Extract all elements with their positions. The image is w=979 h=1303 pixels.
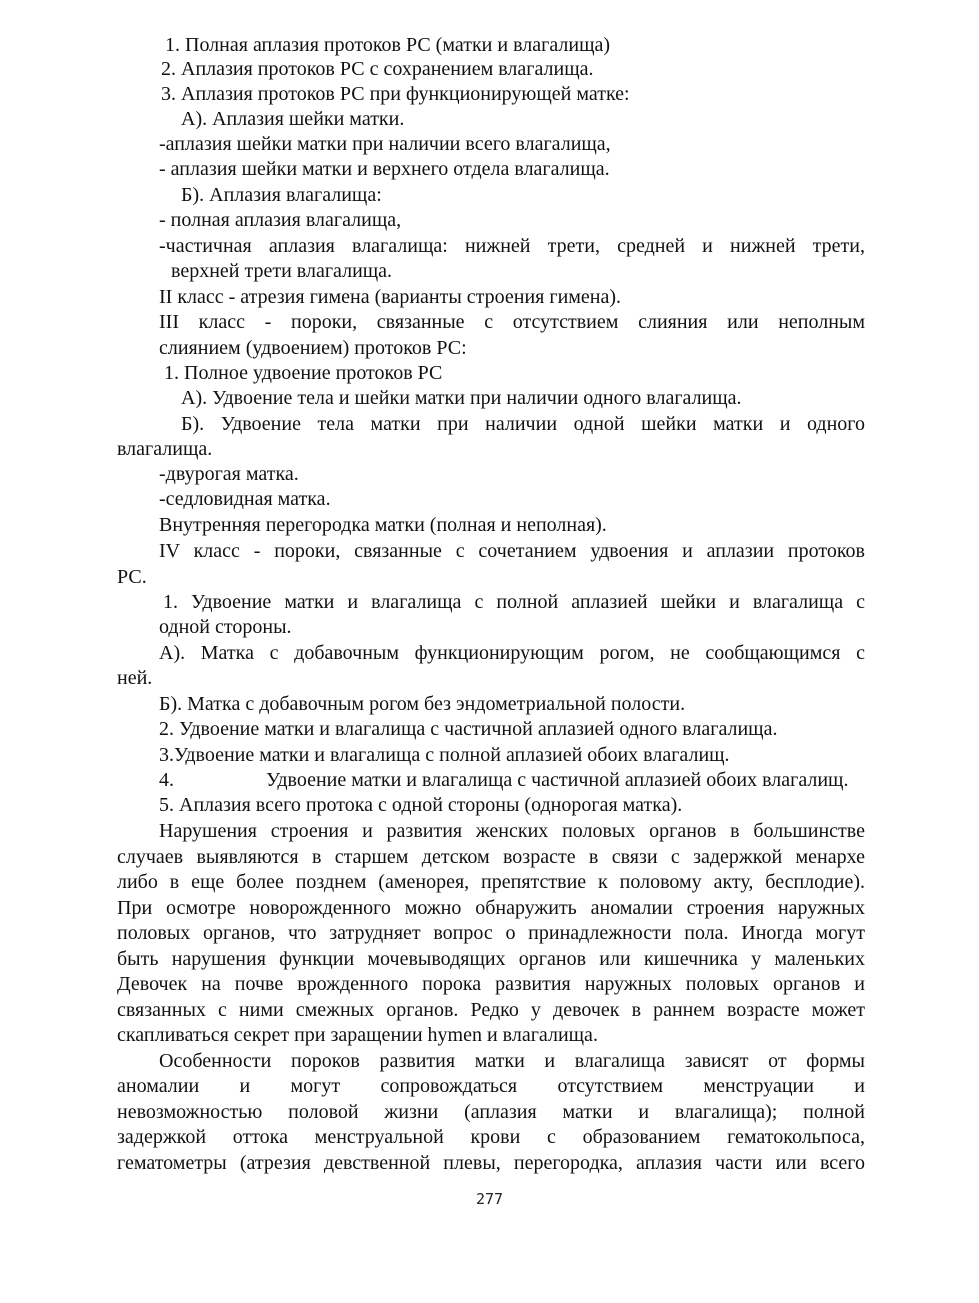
text-line: либо в еще более позднем (аменорея, препятствие к половому акту, бесплодие).	[117, 871, 865, 893]
text-line: III класс - пороки, связанные с отсутствием слияния или неполным	[159, 311, 865, 333]
text-line: ней.	[117, 667, 153, 689]
text-line: -седловидная матка.	[159, 488, 331, 510]
text-line: А). Аплазия шейки матки.	[181, 108, 405, 130]
text-line: Девочек на почве врожденного порока развития наружных половых органов и	[117, 973, 865, 995]
text-line: половых органов, что затрудняет вопрос о принадлежности пола. Иногда могут	[117, 922, 865, 944]
text-line: невозможностью половой жизни (аплазия матки и влагалища); полной	[117, 1101, 865, 1123]
text-line: -частичная аплазия влагалища: нижней трети, средней и нижней трети,	[159, 235, 865, 257]
text-line: - аплазия шейки матки и верхнего отдела влагалища.	[159, 158, 610, 180]
text-line: слиянием (удвоением) протоков РС:	[159, 337, 467, 359]
text-line: 3. Аплазия протоков РС при функционирующей матке:	[161, 83, 630, 105]
text-line: 1. Полное удвоение протоков РС	[164, 362, 443, 384]
text-line: Внутренняя перегородка матки (полная и неполная).	[159, 514, 607, 536]
text-line: РС.	[117, 566, 147, 588]
text-line: - полная аплазия влагалища,	[159, 209, 402, 231]
text-line: Б). Матка с добавочным рогом без эндометриальной полости.	[159, 693, 686, 715]
text-line: Б). Удвоение тела матки при наличии одной шейки матки и одного	[181, 413, 865, 435]
text-line: Б). Аплазия влагалища:	[181, 184, 382, 206]
text-line: II класс - атрезия гимена (варианты строения гимена).	[159, 286, 622, 308]
page-number: 277	[475, 1190, 504, 1208]
text-line: 1. Полная аплазия протоков РС (матки и влагалища)	[165, 34, 610, 56]
text-line: Удвоение матки и влагалища с частичной аплазией обоих влагалищ.	[266, 769, 849, 791]
text-line: верхней трети влагалища.	[171, 260, 393, 282]
text-line: 4.	[159, 769, 174, 791]
text-line: случаев выявляются в старшем детском возрасте в связи с задержкой менархе	[117, 846, 865, 868]
text-line: быть нарушения функции мочевыводящих органов или кишечника у маленьких	[117, 948, 865, 970]
text-line: -двурогая матка.	[159, 463, 299, 485]
text-line: 3.Удвоение матки и влагалища с полной аплазией обоих влагалищ.	[159, 744, 730, 766]
text-line: Особенности пороков развития матки и влагалища зависят от формы	[159, 1050, 865, 1072]
text-line: 2. Аплазия протоков РС с сохранением влагалища.	[161, 58, 594, 80]
text-line: 2. Удвоение матки и влагалища с частичной аплазией одного влагалища.	[159, 718, 778, 740]
text-line: связанных с ними смежных органов. Редко у девочек в раннем возрасте может	[117, 999, 865, 1021]
text-line: -аплазия шейки матки при наличии всего влагалища,	[159, 133, 611, 155]
text-line: 5. Аплазия всего протока с одной стороны (однорогая матка).	[159, 794, 683, 816]
text-line: гематометры (атрезия девственной плевы, перегородка, аплазия части или всего	[117, 1152, 865, 1174]
text-line: При осмотре новорожденного можно обнаружить аномалии строения наружных	[117, 897, 865, 919]
text-line: А). Матка с добавочным функционирующим рогом, не сообщающимся с	[159, 642, 865, 664]
text-line: одной стороны.	[159, 616, 292, 638]
text-line: задержкой оттока менструальной крови с образованием гематокольпоса,	[117, 1126, 865, 1148]
text-line: 1. Удвоение матки и влагалища с полной аплазией шейки и влагалища с	[163, 591, 865, 613]
text-line: влагалища.	[117, 438, 213, 460]
text-line: скапливаться секрет при заращении hymen и влагалища.	[117, 1024, 598, 1046]
text-line: аномалии и могут сопровождаться отсутствием менструации и	[117, 1075, 865, 1097]
text-line: IV класс - пороки, связанные с сочетанием удвоения и аплазии протоков	[159, 540, 865, 562]
text-line: А). Удвоение тела и шейки матки при наличии одного влагалища.	[181, 387, 742, 409]
text-line: Нарушения строения и развития женских половых органов в большинстве	[159, 820, 865, 842]
